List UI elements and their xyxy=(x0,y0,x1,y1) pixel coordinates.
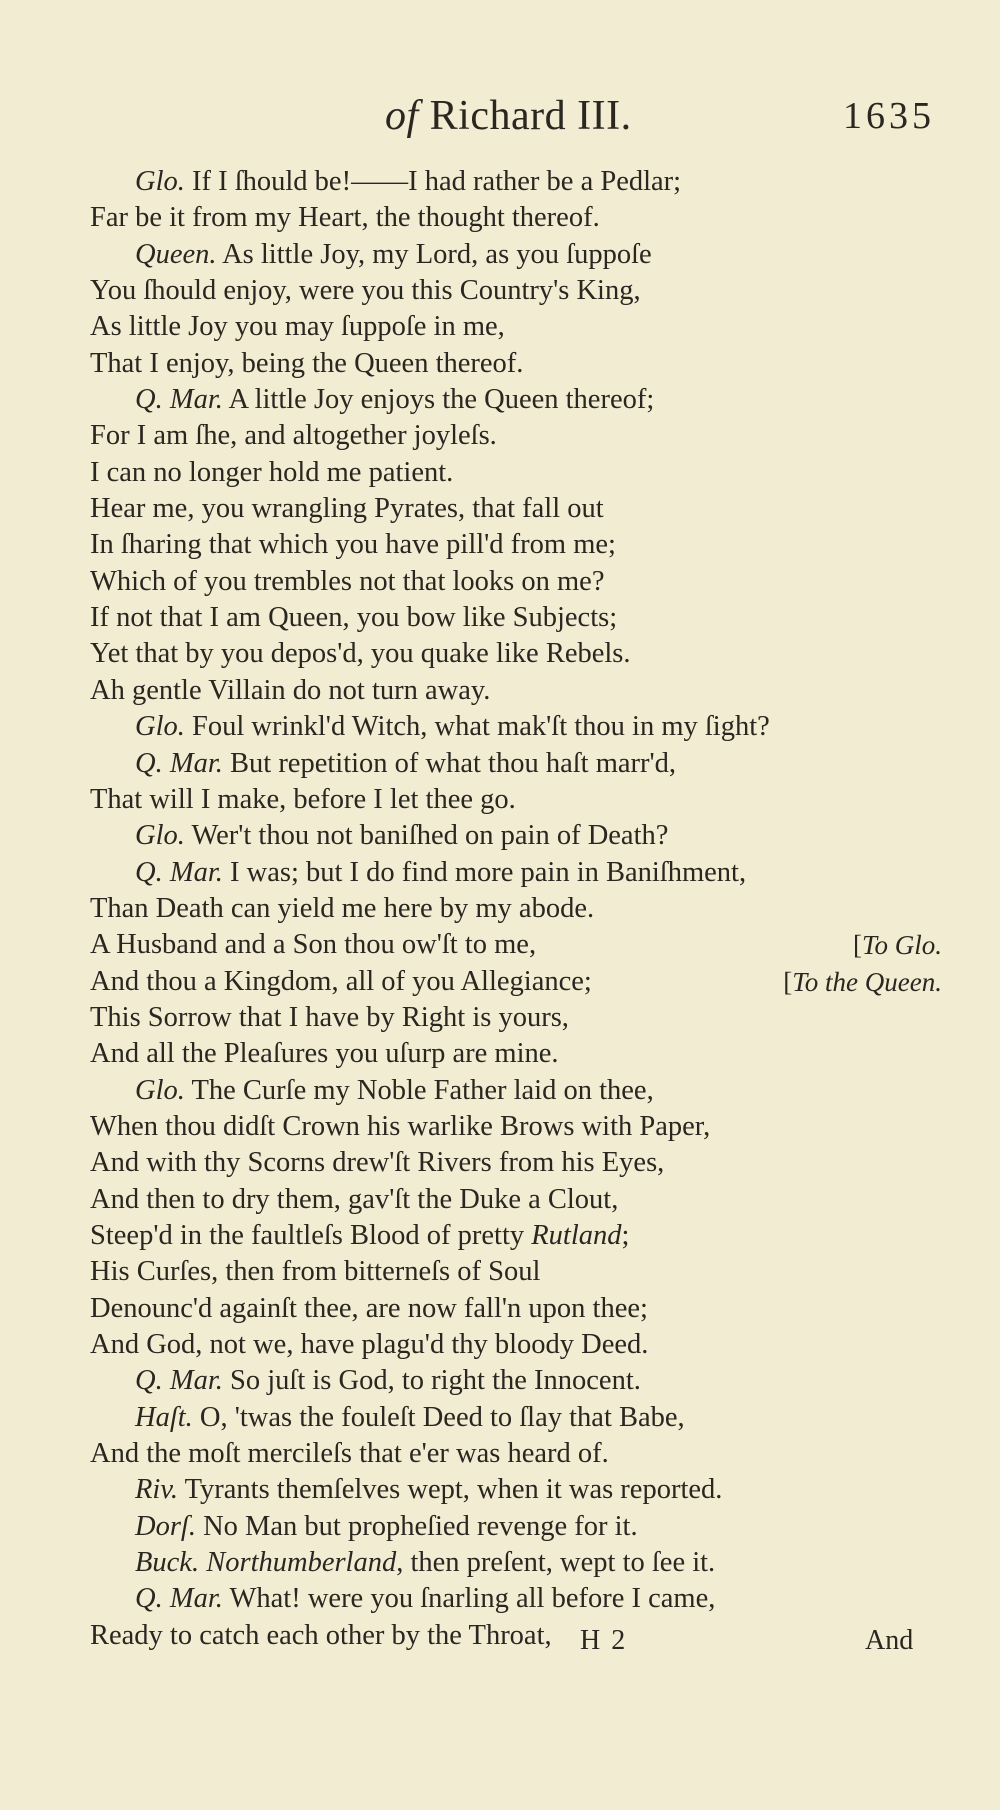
line-text: And thou a Kingdom, all of you Allegiance; xyxy=(90,965,592,997)
text-line xyxy=(90,309,950,345)
line-text: The Curſe my Noble Father laid on thee, xyxy=(184,1074,654,1106)
line-text: Steep'd in the faultleſs Blood of pretty xyxy=(90,1219,532,1251)
line-text-tail: , then preſent, wept to ſee it. xyxy=(396,1547,716,1579)
line-text: I can no longer hold me patient. xyxy=(90,456,454,488)
line-text: But repetition of what thou haſt marr'd, xyxy=(222,747,677,779)
line-text: Than Death can yield me here by my abode. xyxy=(90,892,595,924)
line-text: Ready to catch each other by the Throat, xyxy=(90,1619,552,1651)
text-line xyxy=(90,1436,950,1472)
line-text: What! were you ſnarling all before I came, xyxy=(222,1583,716,1615)
line-text: You ſhould enjoy, were you this Country's King, xyxy=(90,275,641,307)
line-text: This Sorrow that I have by Right is yours, xyxy=(90,1001,569,1033)
line-text: In ſharing that which you have pill'd from me; xyxy=(90,529,616,561)
line-text: Tyrants themſelves wept, when it was reported. xyxy=(178,1474,723,1506)
text-line xyxy=(90,418,950,454)
line-text: When thou didſt Crown his warlike Brows with Paper, xyxy=(90,1110,711,1142)
line-text: That I enjoy, being the Queen thereof. xyxy=(90,347,524,379)
line-text: No Man but propheſied revenge for it. xyxy=(195,1510,638,1542)
running-title-italic: of xyxy=(385,93,419,139)
text-line xyxy=(90,564,950,600)
line-text: His Curſes, then from bitterneſs of Soul xyxy=(90,1256,541,1288)
speaker-name: Q. Mar. xyxy=(135,1365,223,1397)
catchword: And xyxy=(865,1625,914,1656)
page-header xyxy=(0,92,1000,152)
text-line xyxy=(90,782,950,818)
line-text: I was; but I do find more pain in Baniſhment, xyxy=(222,856,747,888)
text-line xyxy=(90,746,950,782)
line-text: A little Joy enjoys the Queen thereof; xyxy=(222,384,655,416)
text-line xyxy=(90,455,950,491)
text-line xyxy=(90,673,950,709)
speaker-name: Queen. xyxy=(135,238,217,270)
stage-direction xyxy=(783,964,942,1000)
line-text: O, 'twas the fouleſt Deed to ſlay that Babe, xyxy=(192,1401,685,1433)
speaker-name: Riv. xyxy=(135,1474,178,1506)
text-line xyxy=(90,600,950,636)
stage-direction-text: To Glo. xyxy=(861,930,942,961)
line-text: Which of you trembles not that looks on me? xyxy=(90,565,605,597)
line-text: If I ſhould be!——I had rather be a Pedlar; xyxy=(184,166,682,197)
text-line xyxy=(90,855,950,891)
stage-direction-text: To the Queen. xyxy=(792,966,942,997)
text-line xyxy=(90,164,950,200)
stage-direction-bracket: [ xyxy=(783,966,793,997)
line-text: Yet that by you depos'd, you quake like Rebels. xyxy=(90,638,631,670)
line-text: Hear me, you wrangling Pyrates, that fall out xyxy=(90,493,604,525)
speaker-name: Dorſ. xyxy=(135,1510,196,1542)
text-line xyxy=(90,1472,950,1508)
line-text: A Husband and a Son thou ow'ſt to me, xyxy=(90,929,537,961)
text-line xyxy=(90,891,950,927)
line-text: Denounc'd againſt thee, are now fall'n upon thee; xyxy=(90,1292,648,1324)
line-text: As little Joy, my Lord, as you ſuppoſe xyxy=(216,238,652,270)
speaker-name: Haſt. xyxy=(135,1401,193,1433)
speaker-name: Q. Mar. xyxy=(135,384,223,416)
line-text: Ah gentle Villain do not turn away. xyxy=(90,674,491,706)
signature-mark: H 2 xyxy=(580,1625,628,1656)
text-line xyxy=(90,1400,950,1436)
italic-name: Rutland xyxy=(531,1219,622,1251)
line-text-tail: ; xyxy=(621,1219,630,1251)
text-line xyxy=(90,491,950,527)
text-line xyxy=(90,382,950,418)
stage-direction-bracket: [ xyxy=(852,930,862,961)
text-line xyxy=(90,1218,950,1254)
italic-name: Northumberland xyxy=(206,1547,397,1579)
speaker-name: Glo. xyxy=(135,711,185,743)
text-line xyxy=(90,1327,950,1363)
text-line xyxy=(90,1363,950,1399)
speaker-name: Q. Mar. xyxy=(135,747,223,779)
text-line xyxy=(90,1545,950,1581)
text-line xyxy=(90,818,950,854)
speaker-name: Q. Mar. xyxy=(135,1583,223,1615)
line-text: That will I make, before I let thee go. xyxy=(90,783,516,815)
speaker-name: Buck. xyxy=(135,1547,200,1579)
running-title xyxy=(385,92,632,140)
line-text: Wer't thou not baniſhed on pain of Death? xyxy=(184,820,669,852)
text-line xyxy=(90,636,950,672)
speaker-name: Glo. xyxy=(135,166,185,197)
text-line xyxy=(90,273,950,309)
text-line xyxy=(90,1145,950,1181)
text-line xyxy=(90,1073,950,1109)
line-text: And then to dry them, gav'ſt the Duke a Clout, xyxy=(90,1183,619,1215)
text-line xyxy=(90,200,950,236)
text-line xyxy=(90,1182,950,1218)
line-text: If not that I am Queen, you bow like Subjects; xyxy=(90,602,618,634)
line-text: Far be it from my Heart, the thought thereof. xyxy=(90,202,600,234)
page-footer xyxy=(0,1625,1000,1675)
text-line xyxy=(90,964,950,1000)
text-line xyxy=(90,709,950,745)
text-line xyxy=(90,1036,950,1072)
text-line xyxy=(90,527,950,563)
page-number: 1635 xyxy=(843,95,935,137)
line-text: And all the Pleaſures you uſurp are mine. xyxy=(90,1038,559,1070)
line-text: For I am ſhe, and altogether joyleſs. xyxy=(90,420,497,452)
text-line xyxy=(90,1254,950,1290)
text-line xyxy=(90,1000,950,1036)
text-line xyxy=(90,927,950,963)
line-text: As little Joy you may ſuppoſe in me, xyxy=(90,311,505,343)
speaker-name: Glo. xyxy=(135,820,185,852)
speaker-name: Glo. xyxy=(135,1074,185,1106)
line-text: And the moſt mercileſs that e'er was heard of. xyxy=(90,1438,609,1470)
text-line xyxy=(90,1509,950,1545)
line-text: So juſt is God, to right the Innocent. xyxy=(222,1365,641,1397)
line-text: Foul wrinkl'd Witch, what mak'ſt thou in my ſight? xyxy=(184,711,770,743)
speaker-name: Q. Mar. xyxy=(135,856,223,888)
line-text: And God, not we, have plagu'd thy bloody Deed. xyxy=(90,1329,649,1360)
text-line xyxy=(90,346,950,382)
stage-direction xyxy=(853,927,942,963)
line-text: And with thy Scorns drew'ſt Rivers from his Eyes, xyxy=(90,1147,665,1179)
play-text xyxy=(90,164,950,1654)
text-line xyxy=(90,1291,950,1327)
text-line xyxy=(90,237,950,273)
text-line xyxy=(90,1109,950,1145)
text-line xyxy=(90,1581,950,1617)
running-title-roman: Richard III. xyxy=(429,93,632,139)
